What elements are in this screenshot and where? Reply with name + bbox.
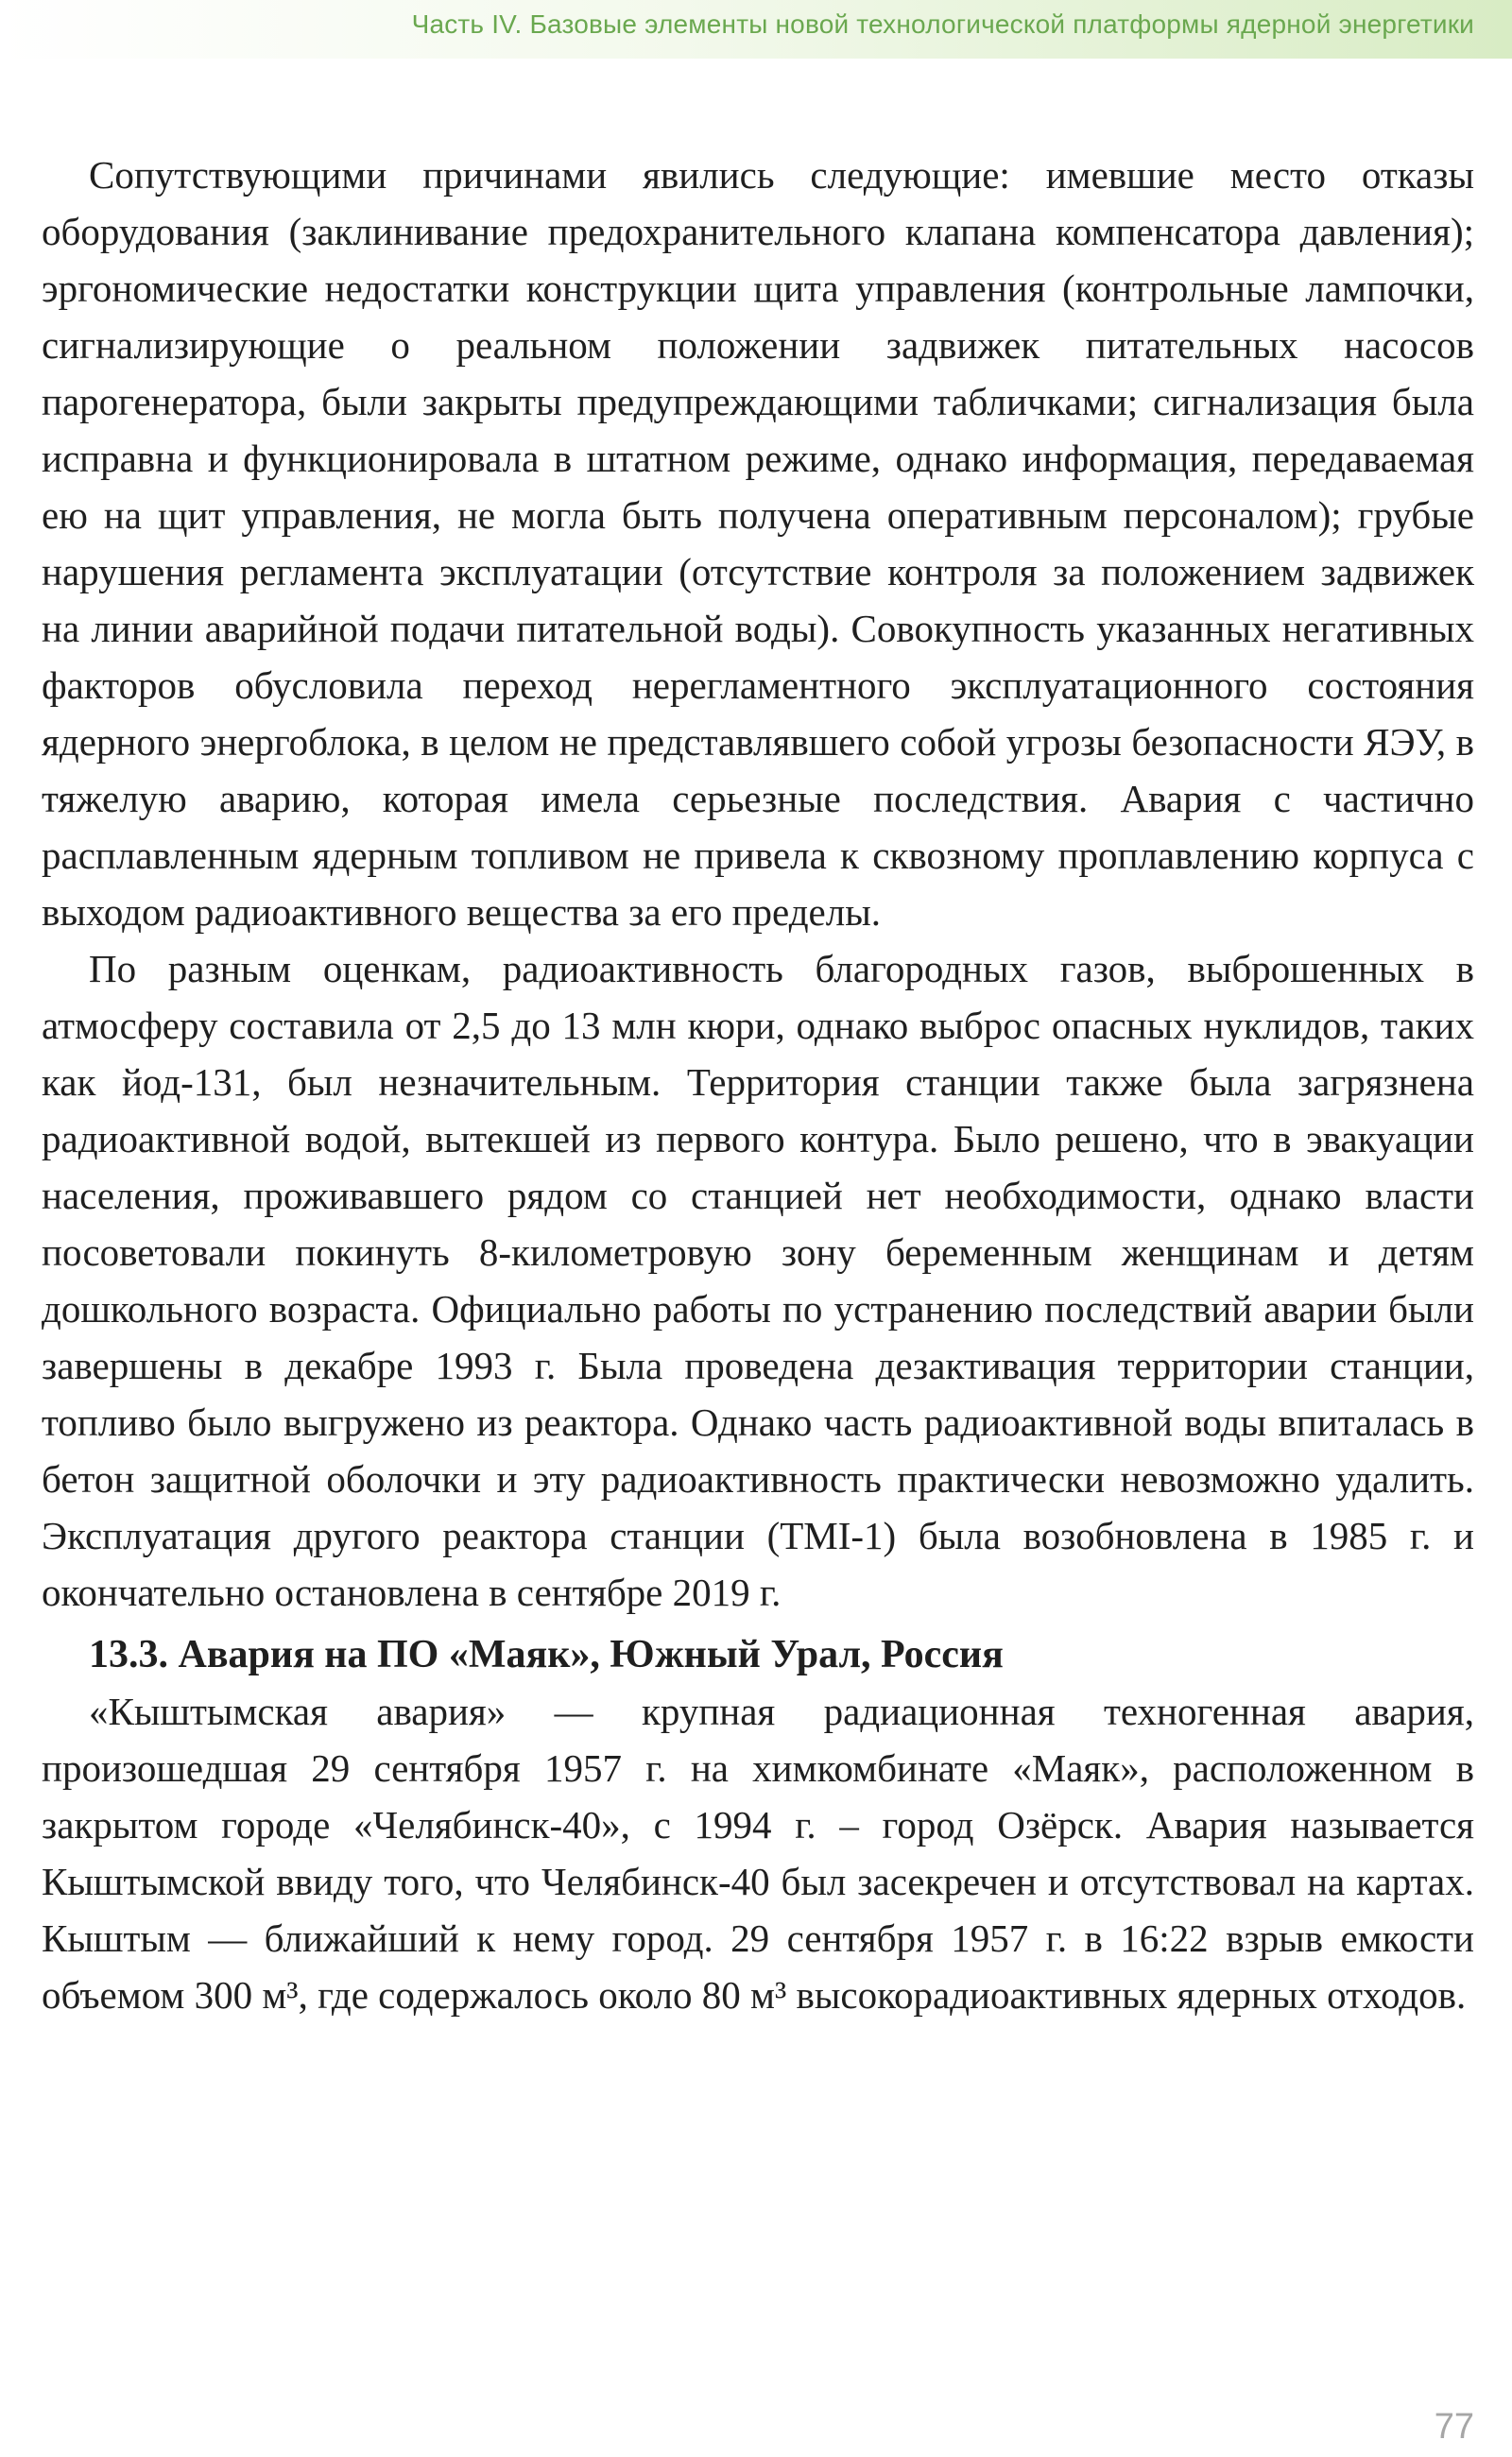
body-paragraph-3: «Кыштымская авария» — крупная радиационная техногенная авария, произошедшая 29 сентября 1957 г. на химкомбинате «Маяк», расположенном в закрытом городе «Челябинск-40», с 1994 г. – город Озёрск. Авария называется Кыштымской ввиду того, что Челябинск-40 был засекречен и отсутствовал на картах. Кыштым — ближайший к нему город. 29 сентября 1957 г. в 16:22 взрыв емкости объемом 300 м³, где содержалось около 80 м³ высокорадиоактивных ядерных отходов. [42,1690,1474,2017]
running-header-band [0,0,1512,59]
body-paragraph-1: Сопутствующими причинами явились следующие: имевшие место отказы оборудования (заклинивание предохранительного клапана компенсатора давления); эргономические недостатки конструкции щита управления (контрольные лампочки, сигнализирующие о реальном положении задвижек питательных насосов парогенератора, были закрыты предупреждающими табличками; сигнализация была исправна и функционировала в штатном режиме, однако информация, передаваемая ею на щит управления, не могла быть получена оперативным персоналом); грубые нарушения регламента эксплуатации (отсутствие контроля за положением задвижек на линии аварийной подачи питательной воды). Совокупность указанных негативных факторов обусловила переход нерегламентного эксплуатационного состояния ядерного энергоблока, в целом не представлявшего собой угрозы безопасности ЯЭУ, в тяжелую аварию, которая имела серьезные последствия. Авария с частично расплавленным ядерным топливом не привела к сквозному проплавлению корпуса с выходом радиоактивного вещества за его пределы. [42,153,1474,934]
page-body [42,146,1474,2023]
body-paragraph-2: По разным оценкам, радиоактивность благородных газов, выброшенных в атмосферу составила от 2,5 до 13 млн кюри, однако выброс опасных нуклидов, таких как йод-131, был незначительным. Территория станции также была загрязнена радиоактивной водой, вытекшей из первого контура. Было решено, что в эвакуации населения, проживавшего рядом со станцией нет необходимости, однако власти посоветовали покинуть 8-километровую зону беременным женщинам и детям дошкольного возраста. Официально работы по устранению последствий аварии были завершены в декабре 1993 г. Была проведена дезактивация территории станции, топливо было выгружено из реактора. Однако часть радиоактивной воды впиталась в бетон защитной оболочки и эту радиоактивность практически невозможно удалить. Эксплуатация другого реактора станции (TMI-1) была возобновлена в 1985 г. и окончательно остановлена в сентябре 2019 г. [42,947,1474,1614]
page-number: 77 [1434,2407,1474,2447]
running-header-title: Часть IV. Базовые элементы новой технологической платформы ядерной энергетики [411,9,1474,39]
section-heading: 13.3. Авария на ПО «Маяк», Южный Урал, Россия [89,1633,1004,1676]
